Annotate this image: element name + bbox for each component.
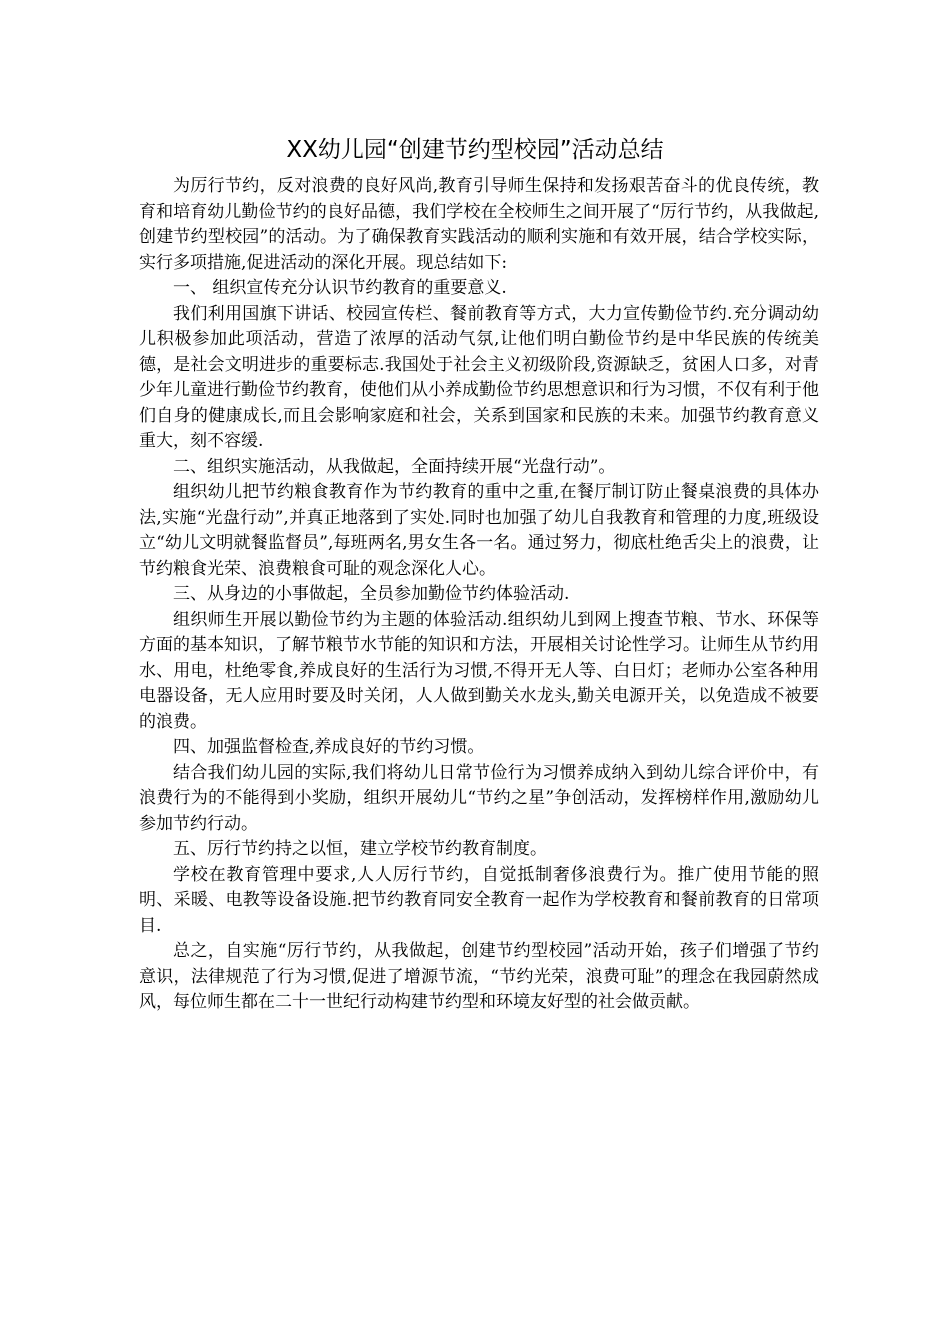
section-heading-4: 四、加强监督检查,养成良好的节约习惯。 <box>173 737 485 757</box>
section-paragraph-2: 组织幼儿把节约粮食教育作为节约教育的重中之重,在餐厅制订防止餐桌浪费的具体办法,实施“光盘行动”,并真正地落到了实处.同时也加强了幼儿自我教育和管理的力度,班级设立“幼儿文明就餐监督员”,每班两名,男女生各一名。通过努力，彻底杜绝舌尖上的浪费，让节约粮食光荣、浪费粮食可耻的观念深化人心。 <box>139 482 819 579</box>
section-paragraph-1: 我们利用国旗下讲话、校园宣传栏、餐前教育等方式，大力宣传勤俭节约.充分调动幼儿积极参加此项活动，营造了浓厚的活动气氛,让他们明白勤俭节约是中华民族的传统美德，是社会文明进步的重要标志.我国处于社会主义初级阶段,资源缺乏，贫困人口多，对青少年儿童进行勤俭节约教育，使他们从小养成勤俭节约思想意识和行为习惯，不仅有利于他们自身的健康成长,而且会影响家庭和社会，关系到国家和民族的未来。加强节约教育意义重大，刻不容缓. <box>139 303 819 451</box>
section-heading-3: 三、从身边的小事做起，全员参加勤俭节约体验活动. <box>173 584 570 604</box>
conclusion-paragraph: 总之，自实施“厉行节约，从我做起，创建节约型校园”活动开始，孩子们增强了节约意识，法律规范了行为习惯,促进了增源节流，“节约光荣，浪费可耻”的理念在我园蔚然成风，每位师生都在二十一世纪行动构建节约型和环境友好型的社会做贡献。 <box>139 941 819 1012</box>
section-heading-5: 五、厉行节约持之以恒，建立学校节约教育制度。 <box>173 839 547 859</box>
section-paragraph-5: 学校在教育管理中要求,人人厉行节约，自觉抵制奢侈浪费行为。推广使用节能的照明、采暖、电教等设备设施.把节约教育同安全教育一起作为学校教育和餐前教育的日常项目. <box>139 864 819 936</box>
section-paragraph-4: 结合我们幼儿园的实际,我们将幼儿日常节俭行为习惯养成纳入到幼儿综合评价中，有浪费行为的不能得到小奖励，组织开展幼儿“节约之星”争创活动，发挥榜样作用,激励幼儿参加节约行动。 <box>139 762 819 834</box>
document-body <box>139 174 819 1016</box>
section-heading-1: 一、 组织宣传充分认识节约教育的重要意义. <box>173 278 507 298</box>
section-heading-2: 二、组织实施活动，从我做起，全面持续开展“光盘行动”。 <box>173 456 616 477</box>
document-title: XX幼儿园“创建节约型校园”活动总结 <box>286 137 664 163</box>
section-paragraph-3: 组织师生开展以勤俭节约为主题的体验活动.组织幼儿到网上搜查节粮、节水、环保等方面的基本知识，了解节粮节水节能的知识和方法，开展相关讨论性学习。让师生从节约用水、用电，杜绝零食,养成良好的生活行为习惯,不得开无人等、白日灯；老师办公室各种用电器设备，无人应用时要及时关闭，人人做到勤关水龙头,勤关电源开关，以免造成不被要的浪费。 <box>139 609 819 732</box>
intro-paragraph: 为厉行节约，反对浪费的良好风尚,教育引导师生保持和发扬艰苦奋斗的优良传统，教育和培育幼儿勤俭节约的良好品德，我们学校在全校师生之间开展了“厉行节约，从我做起,创建节约型校园”的活动。为了确保教育实践活动的顺利实施和有效开展，结合学校实际，实行多项措施,促进活动的深化开展。现总结如下: <box>139 176 819 273</box>
